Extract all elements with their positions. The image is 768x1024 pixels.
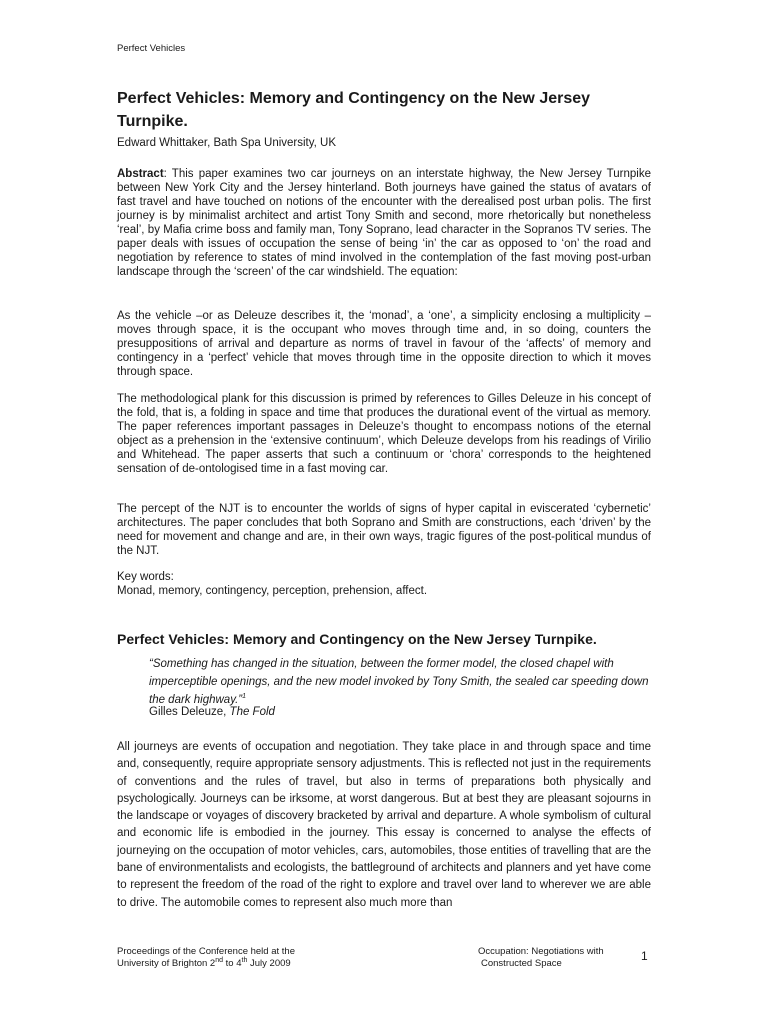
keywords-list: Monad, memory, contingency, perception, prehension, affect.	[117, 585, 428, 597]
paper-title: Perfect Vehicles: Memory and Contingency on the New Jersey Turnpike.	[117, 90, 591, 130]
abstract-paragraph	[117, 167, 651, 279]
abstract-label: Abstract	[117, 168, 164, 180]
epigraph-text: “Something has changed in the situation, between the former model, the closed chapel with imperceptible openings, and the new model invoked by Tony Smith, the sealed car speeding down the dark highway.”	[149, 658, 649, 706]
author-line: Edward Whittaker, Bath Spa University, UK	[117, 137, 337, 149]
footer-date-part-b: to 4	[223, 958, 242, 969]
footer-left-line1: Proceedings of the Conference held at the	[117, 946, 295, 957]
keywords-block	[117, 570, 427, 598]
abstract-paragraph-2: As the vehicle –or as Deleuze describes it, the ‘monad’, a ‘one’, a simplicity enclosing a multiplicity – moves through space, it is the occupant who moves through time and, in so doing, counters the presuppositions of arrival and departure as norms of travel in favour of the ‘affects’ of memory and contingency in a ‘perfect’ vehicle that moves through time in the opposite direction to which it moves through space.	[117, 310, 651, 378]
abstract-paragraph-3: The methodological plank for this discussion is primed by references to Gilles Deleuze in his concept of the fold, that is, a folding in space and time that produces the durational event of the virtual as memory. The paper references important passages in Deleuze’s thought to encompass notions of the eternal object as a prehension in the ‘extensive continuum’, which Deleuze develops from his readings of Virilio and Whitehead. The paper asserts that such a continuum or ‘chora’ corresponds to the heightened sensation of de-ontologised time in a fast moving car.	[117, 393, 651, 475]
abstract-paragraph-4: The percept of the NJT is to encounter the worlds of signs of hyper capital in eviscerated ‘cybernetic’ architectures. The paper concludes that both Soprano and Smith are constructions, each ‘driven’ by the need for movement and change and are, in their own ways, tragic figures of the post-political mundus of the NJT.	[117, 503, 651, 557]
keywords-label: Key words:	[117, 571, 174, 583]
footer-right-line2: Constructed Space	[481, 958, 562, 969]
epigraph-author: Gilles Deleuze,	[149, 706, 230, 718]
footnote-marker[interactable]: 1	[242, 693, 247, 701]
footer-sup-nd: nd	[215, 956, 224, 964]
footer-date-part-a: University of Brighton 2	[117, 958, 216, 969]
epigraph-attribution	[149, 706, 275, 718]
footer-right	[478, 946, 604, 970]
running-header: Perfect Vehicles	[117, 43, 186, 54]
body-paragraph: All journeys are events of occupation and negotiation. They take place in and through space and time and, consequently, require appropriate sensory adjustments. This is reflected not just in the requirements of conventions and the rules of travel, but also in terms of preparations both physically and psychologically. Journeys can be irksome, at worst dangerous. But at best they are pleasant sojourns in the landscape or voyages of discovery bracketed by arrival and departure. A whole symbolism of cultural and economic life is embodied in the journey. This essay is concerned to analyse the effects of journeying on the occupation of motor vehicles, cars, automobiles, those entities of travelling that are the bane of environmentalists and ecologists, the battleground of architects and planners and yet have come to represent the freedom of the road of the right to explore and travel over land to wherever we are able to drive. The automobile comes to represent also much more than	[117, 741, 651, 909]
page-number: 1	[641, 949, 648, 963]
epigraph-work: The Fold	[229, 706, 275, 718]
footer-right-line1: Occupation: Negotiations with	[478, 946, 604, 957]
abstract-text: : This paper examines two car journeys on an interstate highway, the New Jersey Turnpike between New York City and the Jersey hinterland. Both journeys have gained the status of avatars of fast travel and have touched on notions of the encounter with the derealised post urban polis. The first journey is by minimalist architect and artist Tony Smith and second, more rhetorically but nonetheless ‘real’, by Mafia crime boss and family man, Tony Soprano, lead character in the Sopranos TV series. The paper deals with issues of occupation the sense of being ‘in’ the car as opposed to ‘on’ the road and negotiation by reference to states of mind involved in the contemplation of the fast moving post-urban landscape through the ‘screen’ of the car windshield. The equation:	[117, 168, 651, 278]
footer-date-part-c: July 2009	[247, 958, 291, 969]
section-heading: Perfect Vehicles: Memory and Contingency on the New Jersey Turnpike.	[117, 631, 597, 647]
footer-left-line2	[117, 958, 295, 970]
footer-sup-th: th	[241, 956, 248, 964]
footer-left	[117, 946, 295, 970]
epigraph-quote	[149, 655, 659, 709]
